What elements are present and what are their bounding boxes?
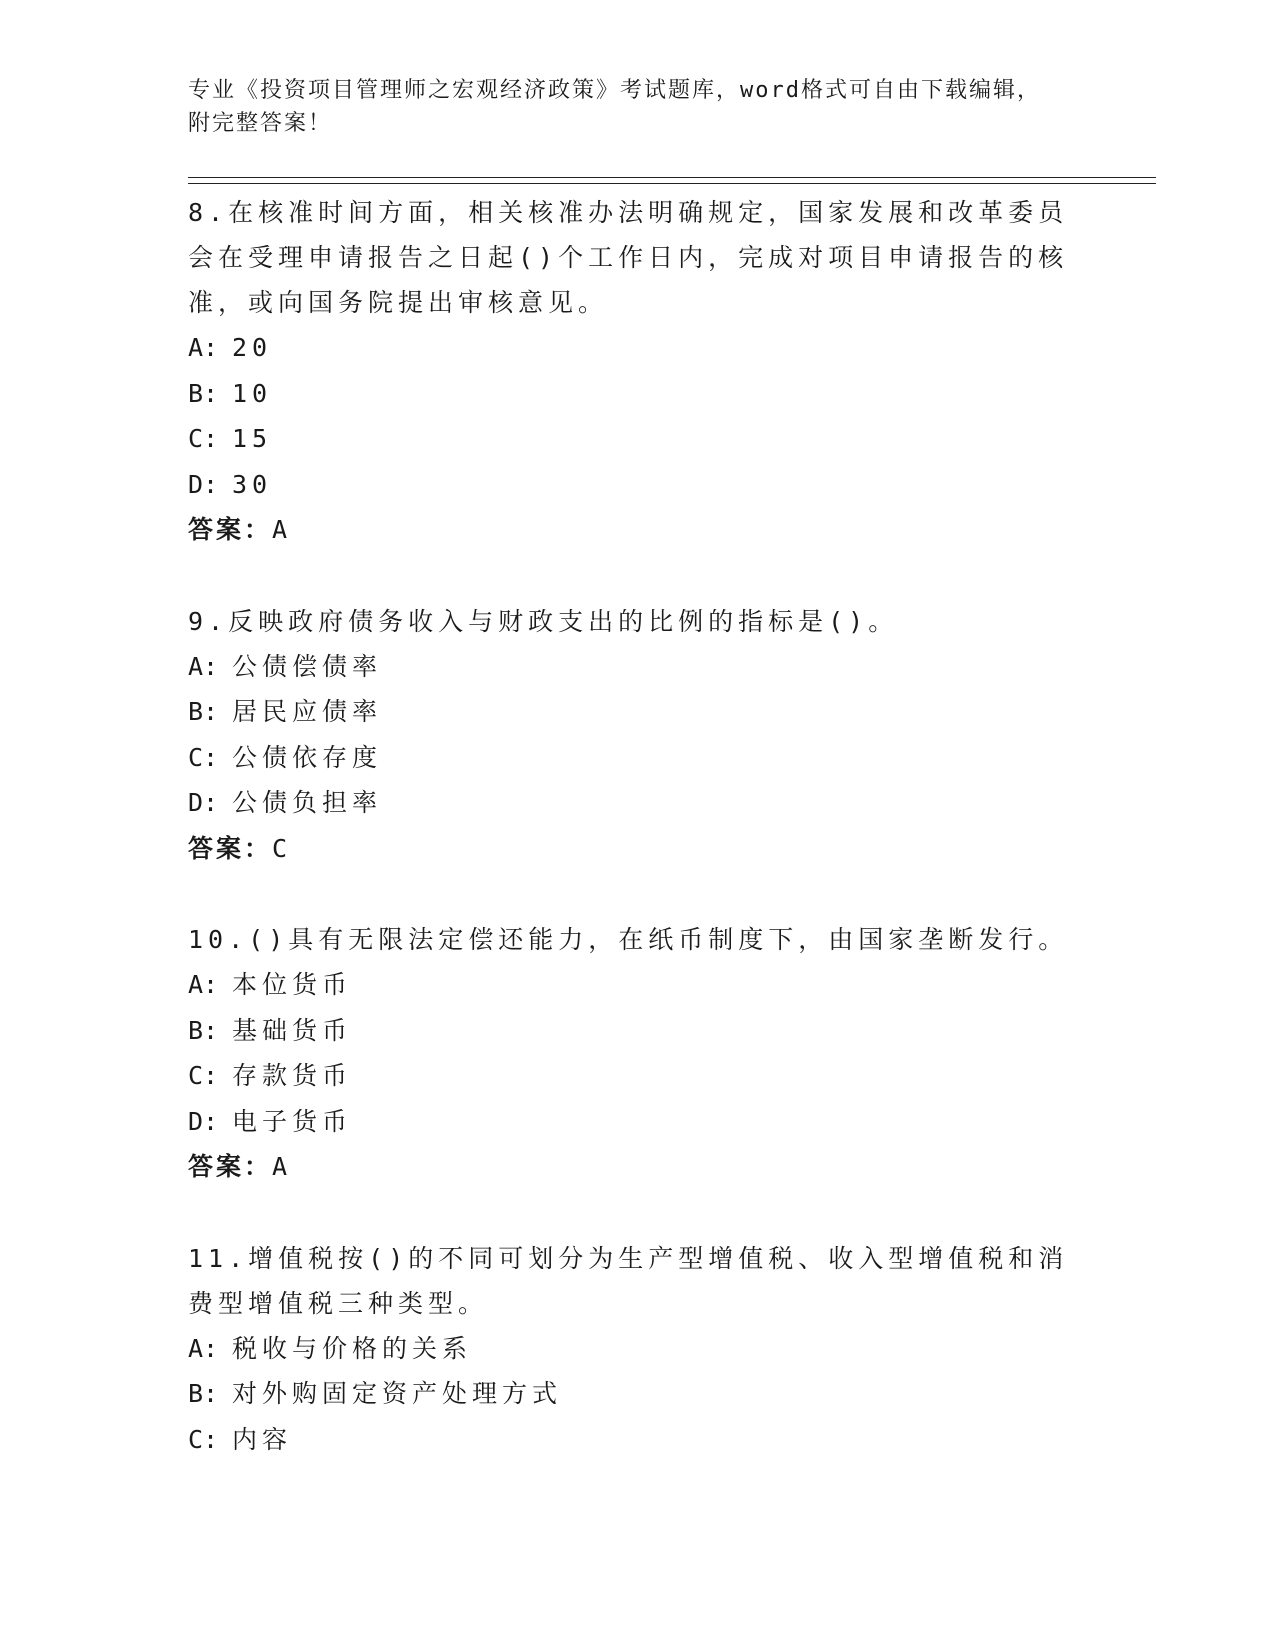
- option-a: [188, 1326, 1088, 1372]
- option-text: 公债依存度: [232, 742, 383, 772]
- option-b: [188, 1371, 1088, 1417]
- header-line-2: 附完整答案！: [188, 111, 333, 136]
- header-divider-top: [188, 177, 1156, 178]
- option-d: [188, 462, 1088, 508]
- document-header: [188, 74, 1068, 140]
- question-stem: 10.()具有无限法定偿还能力，在纸币制度下，由国家垄断发行。: [188, 925, 1069, 954]
- option-text: 税收与价格的关系: [232, 1333, 473, 1363]
- question-11: [188, 1236, 1088, 1463]
- question-10: [188, 917, 1088, 1190]
- option-b: [188, 371, 1088, 417]
- header-line-1: 专业《投资项目管理师之宏观经济政策》考试题库，word格式可自由下载编辑，: [188, 78, 1041, 103]
- option-text: 30: [232, 469, 273, 499]
- answer-label: 答案：: [188, 515, 273, 544]
- option-b: [188, 1008, 1088, 1054]
- option-d: [188, 780, 1088, 826]
- option-label: A:: [188, 333, 219, 362]
- question-stem: 11.增值税按()的不同可划分为生产型增值税、收入型增值税和消费型增值税三种类型。: [188, 1243, 1069, 1318]
- option-text: 20: [232, 333, 273, 362]
- option-label: C:: [188, 742, 219, 772]
- option-label: B:: [188, 1015, 219, 1045]
- question-stem: 9.反映政府债务收入与财政支出的比例的指标是()。: [188, 606, 899, 636]
- question-list: [188, 190, 1088, 1508]
- option-text: 对外购固定资产处理方式: [232, 1379, 563, 1408]
- option-a: [188, 325, 1088, 371]
- header-divider-bottom: [188, 183, 1156, 184]
- option-c: [188, 416, 1088, 462]
- answer-line: [188, 826, 1088, 872]
- answer-label: 答案：: [188, 833, 273, 863]
- option-label: D:: [188, 788, 219, 817]
- option-label: C:: [188, 1424, 219, 1454]
- option-a: [188, 644, 1088, 690]
- option-label: C:: [188, 1061, 219, 1090]
- option-c: [188, 1417, 1088, 1463]
- question-stem: 8.在核准时间方面，相关核准办法明确规定，国家发展和改革委员会在受理申请报告之日起()个工作日内，完成对项目申请报告的核准，或向国务院提出审核意见。: [188, 198, 1069, 317]
- option-text: 电子货币: [232, 1106, 353, 1136]
- option-a: [188, 962, 1088, 1008]
- option-label: B:: [188, 697, 219, 726]
- option-label: D:: [188, 469, 219, 499]
- option-text: 公债负担率: [232, 788, 383, 817]
- answer-value: C: [272, 833, 289, 863]
- answer-line: [188, 507, 1088, 553]
- option-text: 存款货币: [232, 1061, 353, 1090]
- option-text: 15: [232, 424, 273, 453]
- option-label: C:: [188, 424, 219, 453]
- option-c: [188, 1053, 1088, 1099]
- option-b: [188, 689, 1088, 735]
- question-9: [188, 599, 1088, 872]
- option-text: 基础货币: [232, 1015, 353, 1045]
- option-text: 居民应债率: [232, 697, 383, 726]
- option-label: A:: [188, 1333, 219, 1363]
- option-label: A:: [188, 970, 219, 999]
- option-label: B:: [188, 1379, 219, 1408]
- answer-label: 答案：: [188, 1152, 273, 1181]
- option-text: 内容: [232, 1424, 293, 1454]
- answer-value: A: [272, 515, 289, 544]
- option-c: [188, 735, 1088, 781]
- option-text: 本位货币: [232, 970, 353, 999]
- answer-line: [188, 1144, 1088, 1190]
- answer-value: A: [272, 1152, 289, 1181]
- option-text: 公债偿债率: [232, 651, 383, 681]
- option-text: 10: [232, 378, 273, 408]
- question-8: [188, 190, 1088, 553]
- option-label: A:: [188, 651, 219, 681]
- option-label: B:: [188, 378, 219, 408]
- option-label: D:: [188, 1106, 219, 1136]
- option-d: [188, 1099, 1088, 1145]
